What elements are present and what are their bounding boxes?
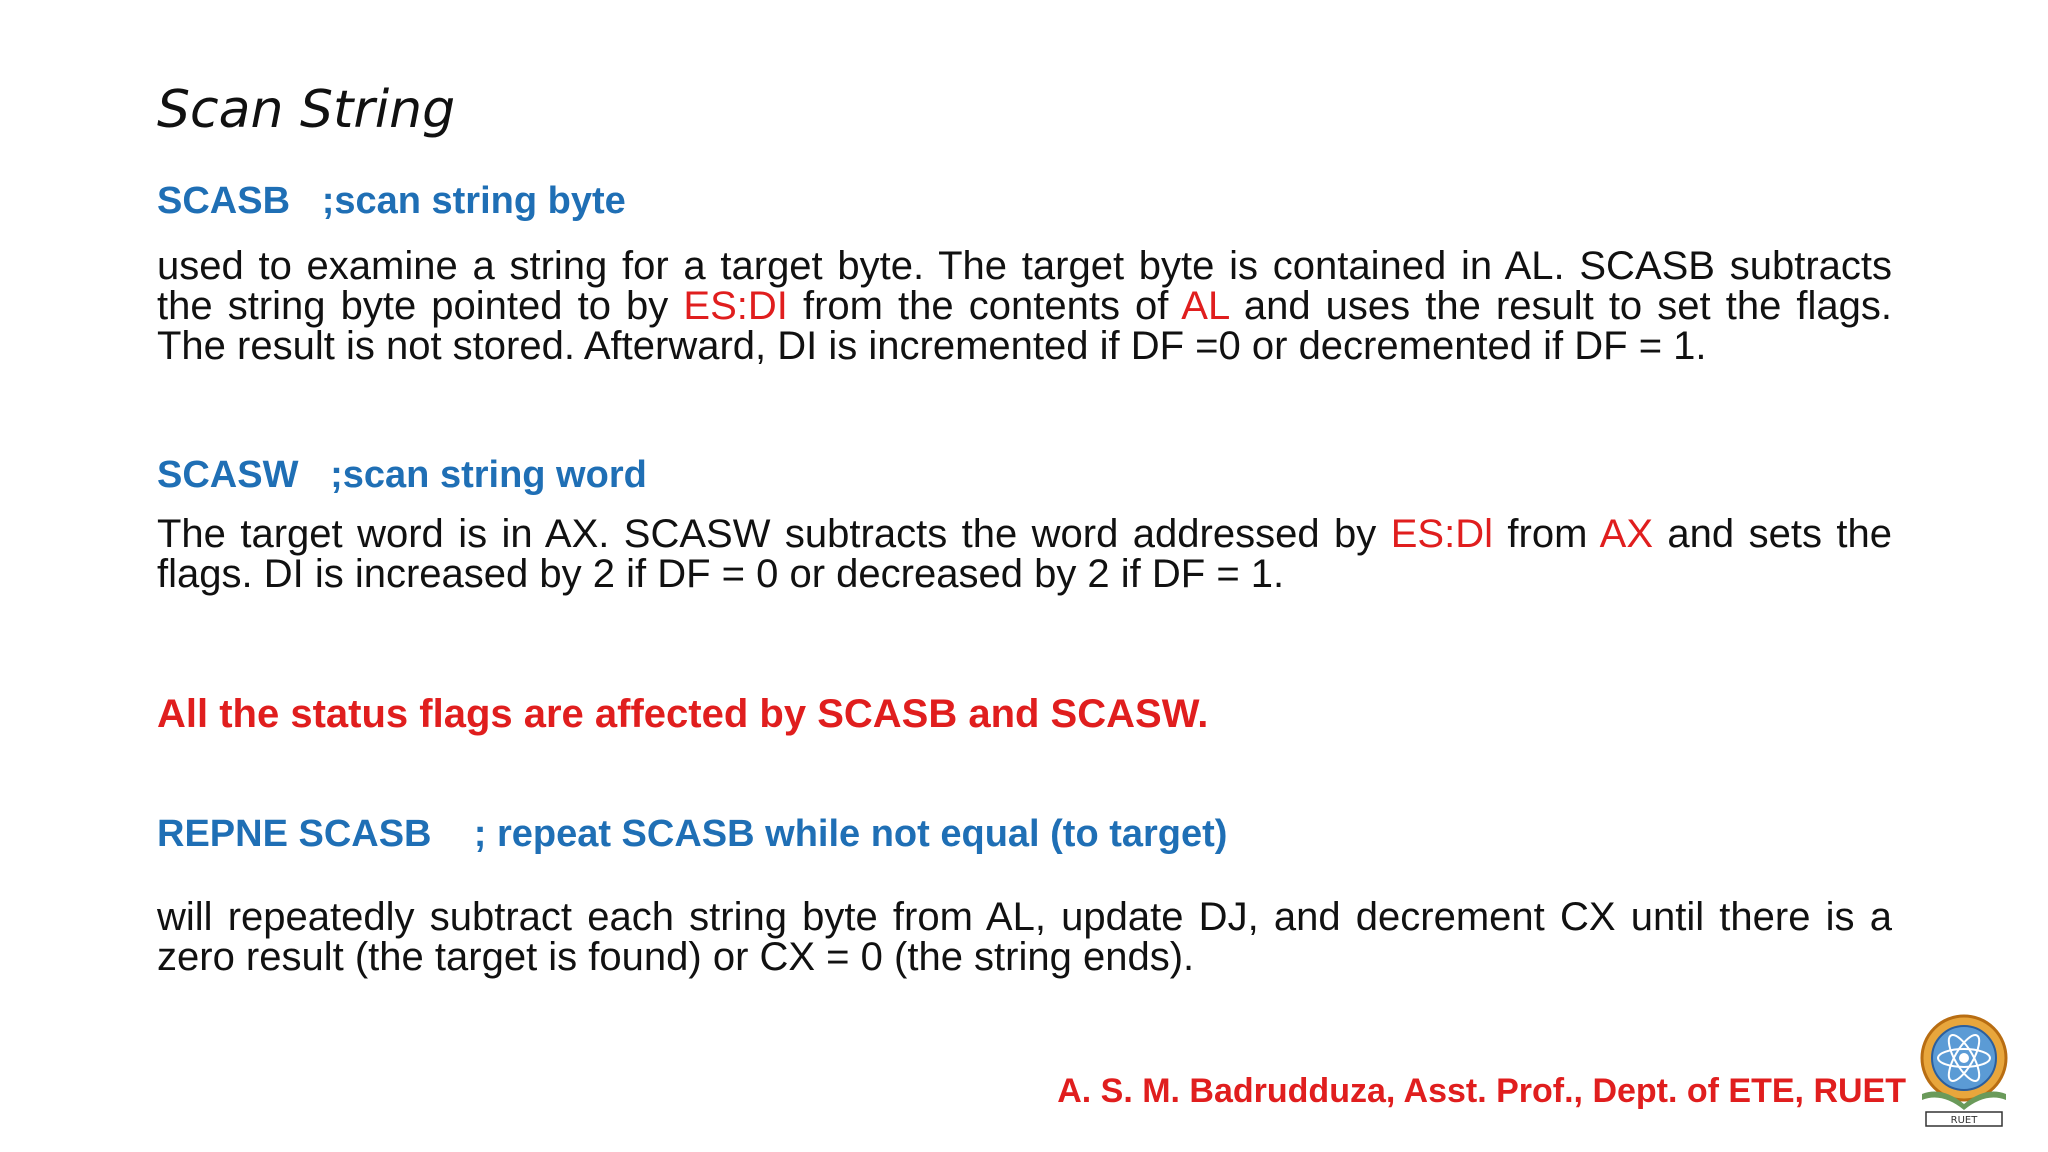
slide-title: Scan String [157,80,456,140]
scasw-register-ax: AX [1599,512,1653,556]
author-footer: A. S. M. Badrudduza, Asst. Prof., Dept. of ETE, RUET [1057,1072,1906,1110]
repne-heading: REPNE SCASB ; repeat SCASB while not equal (to target) [157,813,1228,855]
scasb-description [157,246,1892,366]
ruet-logo [1914,1012,2010,1130]
scasw-text-1: The target word is in AX. SCASW subtracts the word addressed by [157,512,1391,556]
scasw-text-3: and sets the flags. DI is increased by 2 if DF = 0 or decreased by 2 if DF = 1. [157,512,1893,596]
scasb-text-3: and uses the result to set the flags. The result is not stored. Afterward, DI is incremented if DF =0 or decremented if DF = 1. [157,284,1893,368]
scasw-register-esdi: ES:Dl [1390,512,1493,556]
logo-caption: RUET [1950,1115,1978,1126]
scasb-text-2: from the contents of [787,284,1182,328]
scasb-heading: SCASB ;scan string byte [157,180,626,222]
scasw-heading: SCASW ;scan string word [157,454,647,496]
scasb-register-al: AL [1181,284,1229,328]
scasb-text-1: used to examine a string for a target byte. The target byte is contained in AL. SCASB subtracts the string byte pointed to by [157,244,1892,328]
status-flags-note: All the status flags are affected by SCASB and SCASW. [157,692,1209,736]
repne-description: will repeatedly subtract each string byte from AL, update DJ, and decrement CX until there is a zero result (the target is found) or CX = 0 (the string ends). [157,895,1892,979]
scasw-text-2: from [1492,512,1600,556]
scasb-register-esdi: ES:DI [683,284,788,328]
scasw-description [157,514,1892,594]
